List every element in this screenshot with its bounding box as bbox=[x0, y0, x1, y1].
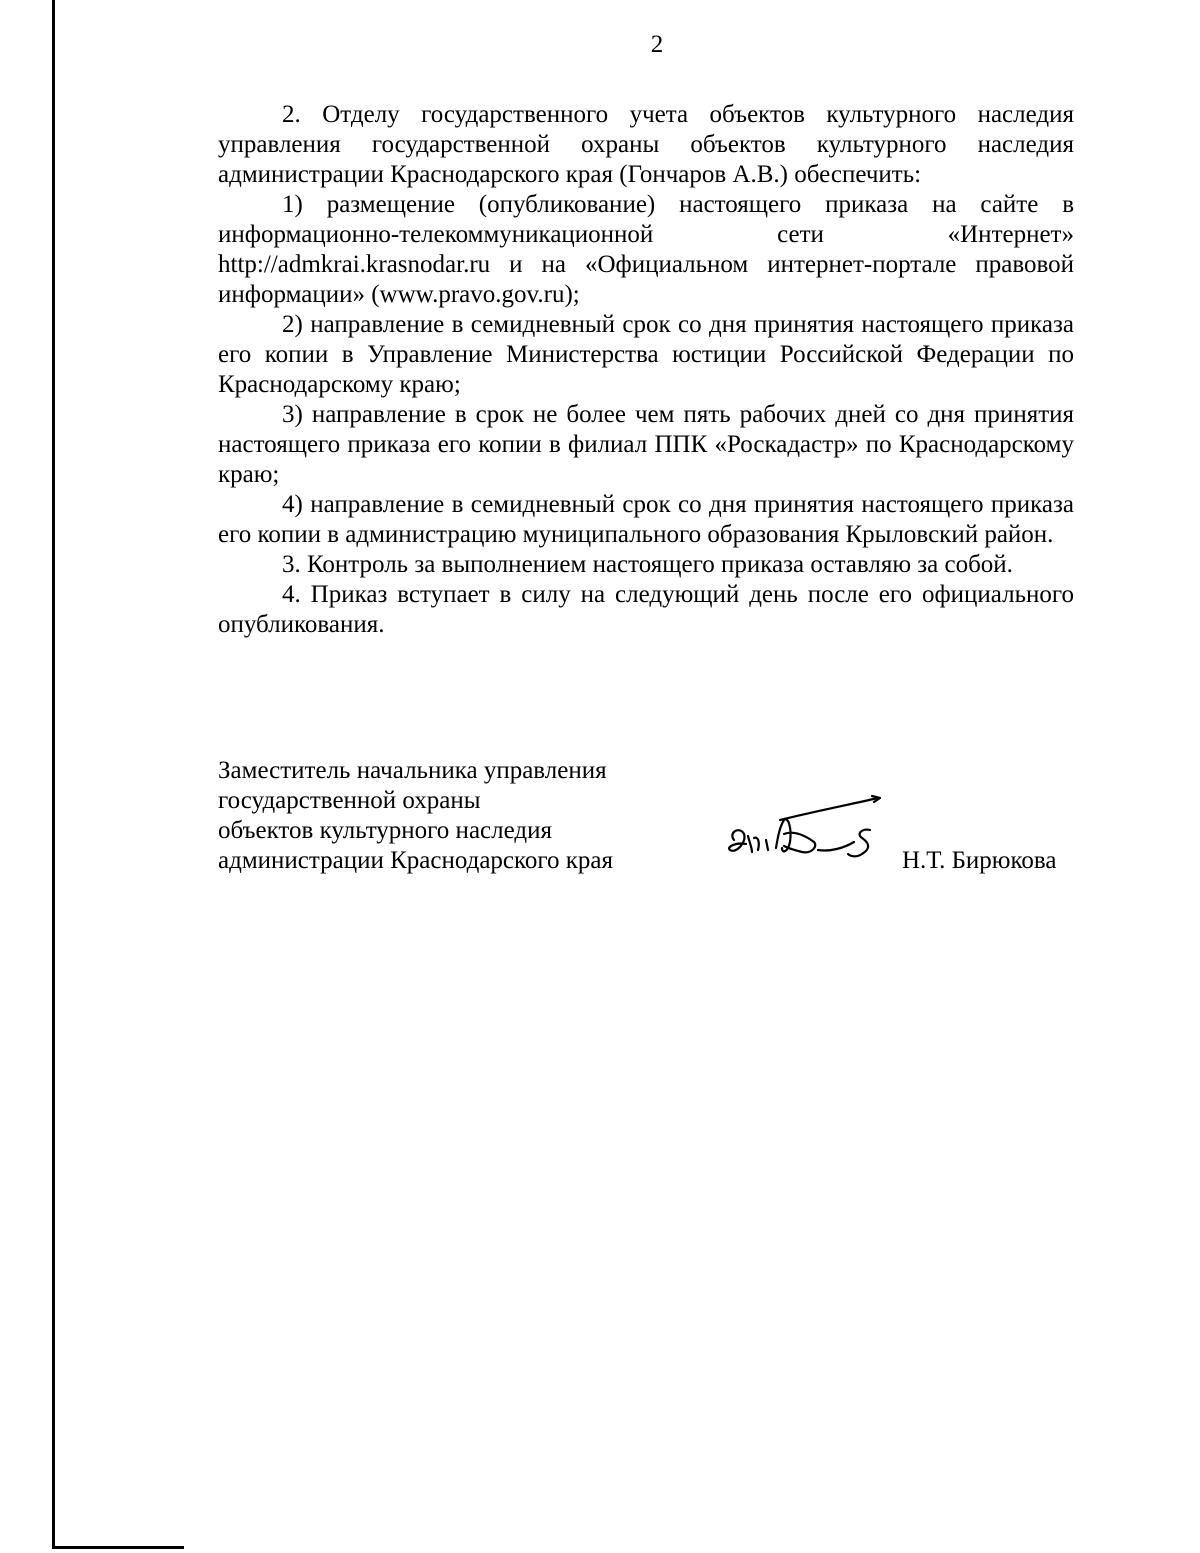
paragraph-subitem-4: 4) направление в семидневный срок со дня принятия настоящего приказа его копии в администрацию муниципального образования Крыловский район. bbox=[218, 491, 1074, 548]
paragraph-item-3: 3. Контроль за выполнением настоящего приказа оставляю за собой. bbox=[282, 551, 1013, 578]
paragraph-subitem-3: 3) направление в срок не более чем пять рабочих дней со дня принятия настоящего приказа его копии в филиал ППК «Роскадастр» по Краснодарскому краю; bbox=[218, 401, 1074, 488]
paragraph-subitem-1: 1) размещение (опубликование) настоящего приказа на сайте в информационно-телекоммуникационной сети «Интернет» http://admkrai.krasnodar.ru и на «Официальном интернет-портале правовой информации» (www.pravo.gov.ru); bbox=[218, 191, 1074, 308]
page-number: 2 bbox=[650, 31, 664, 58]
paragraph-item-2: 2. Отделу государственного учета объектов культурного наследия управления государственной охраны объектов культурного наследия администрации Краснодарского края (Гончаров А.В.) обеспечить: bbox=[218, 101, 1074, 188]
document-body bbox=[218, 100, 1074, 640]
signer-position bbox=[218, 756, 658, 876]
signer-name: Н.Т. Бирюкова bbox=[902, 847, 1057, 874]
signer-position-line: государственной охраны bbox=[218, 787, 481, 814]
paragraph-subitem-2: 2) направление в семидневный срок со дня принятия настоящего приказа его копии в Управление Министерства юстиции Российской Федерации по Краснодарскому краю; bbox=[218, 311, 1074, 398]
left-border-line bbox=[52, 0, 55, 1548]
signer-position-line: объектов культурного наследия bbox=[218, 817, 552, 844]
handwritten-signature bbox=[722, 792, 887, 872]
paragraph-item-4: 4. Приказ вступает в силу на следующий день после его официального опубликования. bbox=[218, 581, 1074, 638]
bottom-border-line bbox=[52, 1546, 184, 1549]
signer-position-line: администрации Краснодарского края bbox=[218, 847, 614, 874]
signer-position-line: Заместитель начальника управления bbox=[218, 757, 607, 784]
